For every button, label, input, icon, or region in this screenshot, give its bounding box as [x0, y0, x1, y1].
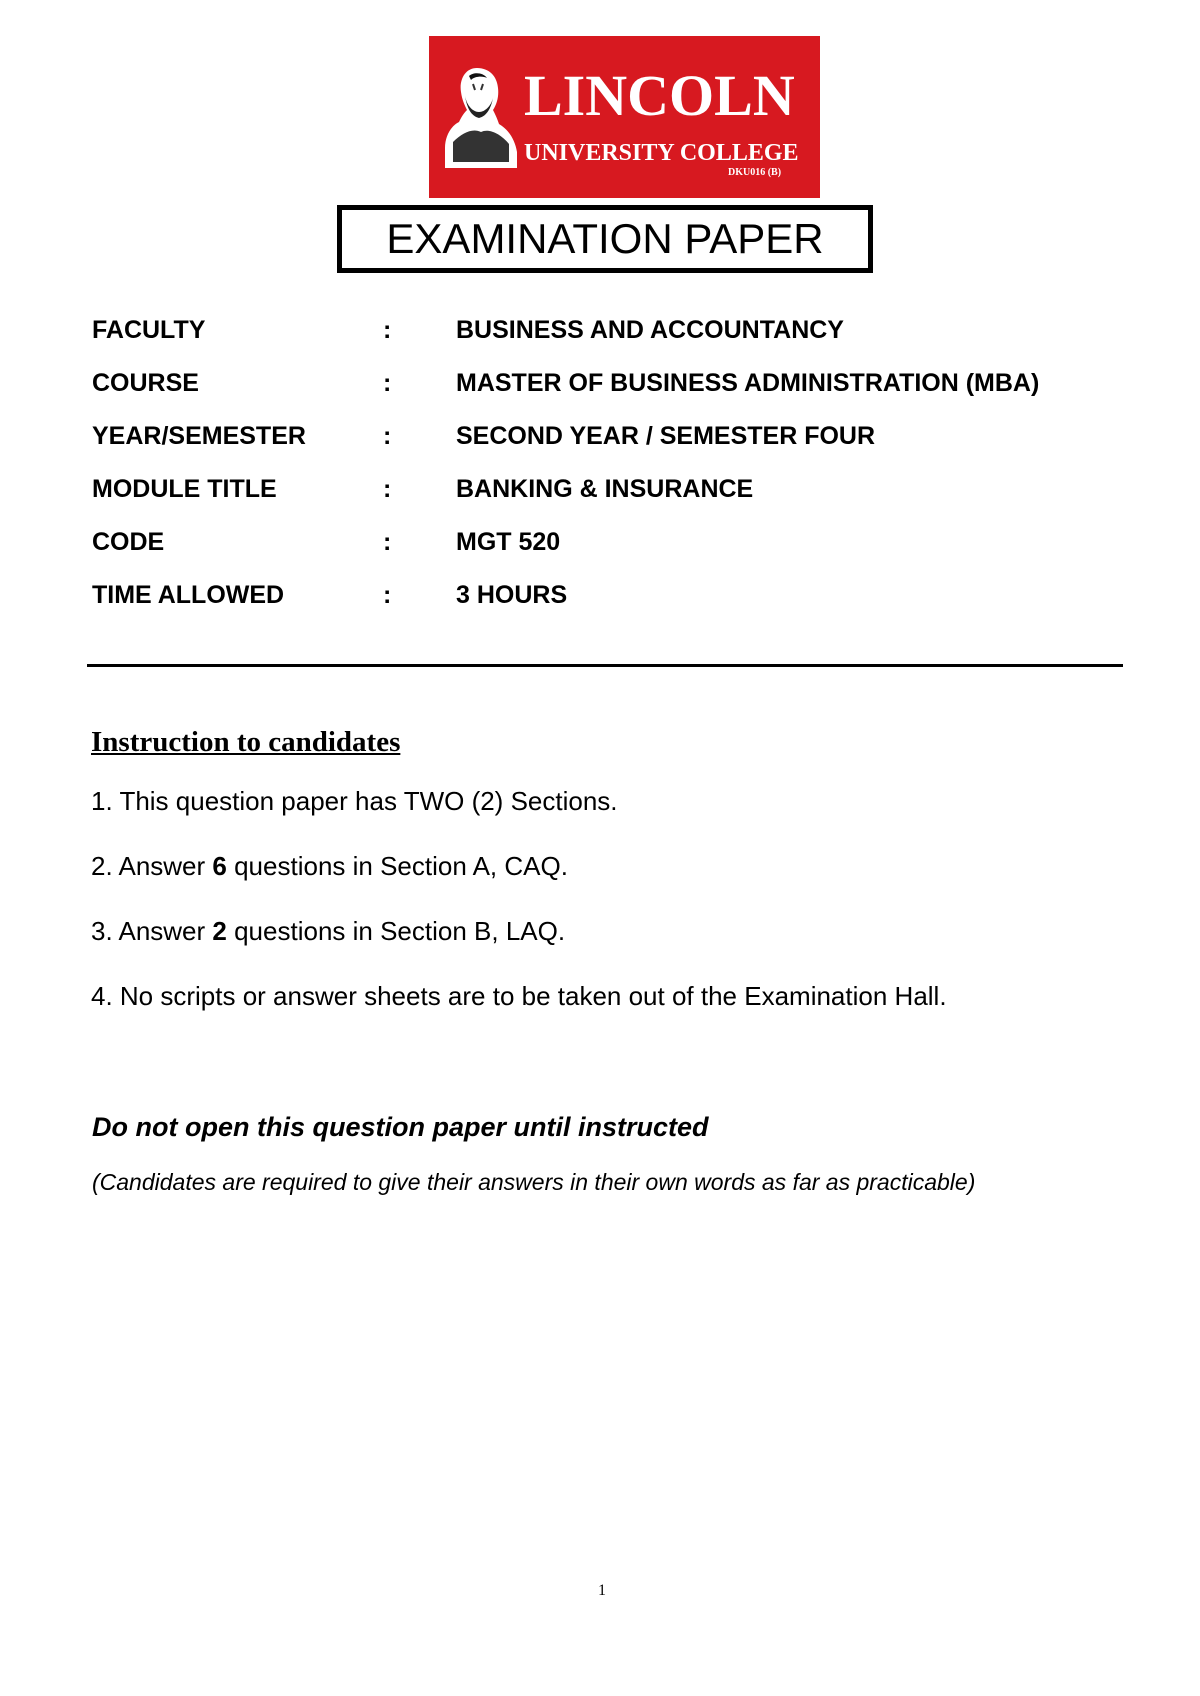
detail-value: BUSINESS AND ACCOUNTANCY	[456, 316, 844, 344]
logo-code: DKU016 (B)	[728, 167, 782, 178]
instruction-item	[91, 786, 1151, 851]
instruction-text: 3. Answer	[91, 916, 213, 946]
detail-separator: :	[383, 422, 392, 450]
instruction-item	[91, 981, 1151, 1046]
instruction-text: 4. No scripts or answer sheets are to be taken out of the Examination Hall.	[91, 981, 947, 1011]
detail-label: YEAR/SEMESTER	[92, 422, 306, 450]
detail-value: MASTER OF BUSINESS ADMINISTRATION (MBA)	[456, 369, 1040, 397]
detail-row-code	[92, 528, 1132, 581]
detail-value: 3 HOURS	[456, 581, 568, 609]
detail-label: MODULE TITLE	[92, 475, 277, 503]
instructions-heading: Instruction to candidates	[91, 726, 401, 758]
detail-separator: :	[383, 581, 392, 609]
detail-separator: :	[383, 475, 392, 503]
detail-row-year-semester	[92, 422, 1132, 475]
detail-label: TIME ALLOWED	[92, 581, 285, 609]
detail-value: MGT 520	[456, 528, 561, 556]
instruction-item	[91, 916, 1151, 981]
detail-separator: :	[383, 316, 392, 344]
detail-separator: :	[383, 528, 392, 556]
candidates-note: (Candidates are required to give their answers in their own words as far as practicable)	[92, 1169, 976, 1195]
exam-details-table	[92, 316, 1132, 634]
detail-row-course	[92, 369, 1132, 422]
instruction-bold: 6	[212, 851, 227, 881]
instruction-text-end: questions in Section B, LAQ.	[226, 916, 566, 946]
instruction-item	[91, 851, 1151, 916]
instruction-text: 1. This question paper has TWO (2) Sections.	[91, 786, 618, 816]
detail-row-module-title	[92, 475, 1132, 528]
section-divider	[87, 664, 1123, 667]
instruction-text: 2. Answer	[91, 851, 213, 881]
exam-title-box	[337, 205, 873, 273]
detail-label: CODE	[92, 528, 165, 556]
detail-value: BANKING & INSURANCE	[456, 475, 754, 503]
logo-wordmark: LINCOLN	[524, 63, 795, 128]
detail-row-time-allowed	[92, 581, 1132, 634]
instructions-list	[91, 786, 1151, 1046]
instruction-bold: 2	[212, 916, 227, 946]
detail-label: FACULTY	[92, 316, 206, 344]
detail-separator: :	[383, 369, 392, 397]
do-not-open-notice: Do not open this question paper until instructed	[92, 1112, 709, 1142]
exam-title: EXAMINATION PAPER	[386, 215, 824, 262]
logo-subtitle: UNIVERSITY COLLEGE	[524, 140, 799, 166]
detail-row-faculty	[92, 316, 1132, 369]
instruction-text-end: questions in Section A, CAQ.	[226, 851, 568, 881]
lincoln-bust-icon	[443, 62, 521, 172]
university-logo	[429, 36, 820, 198]
detail-value: SECOND YEAR / SEMESTER FOUR	[456, 422, 876, 450]
detail-label: COURSE	[92, 369, 199, 397]
page-number: 1	[598, 1582, 606, 1599]
